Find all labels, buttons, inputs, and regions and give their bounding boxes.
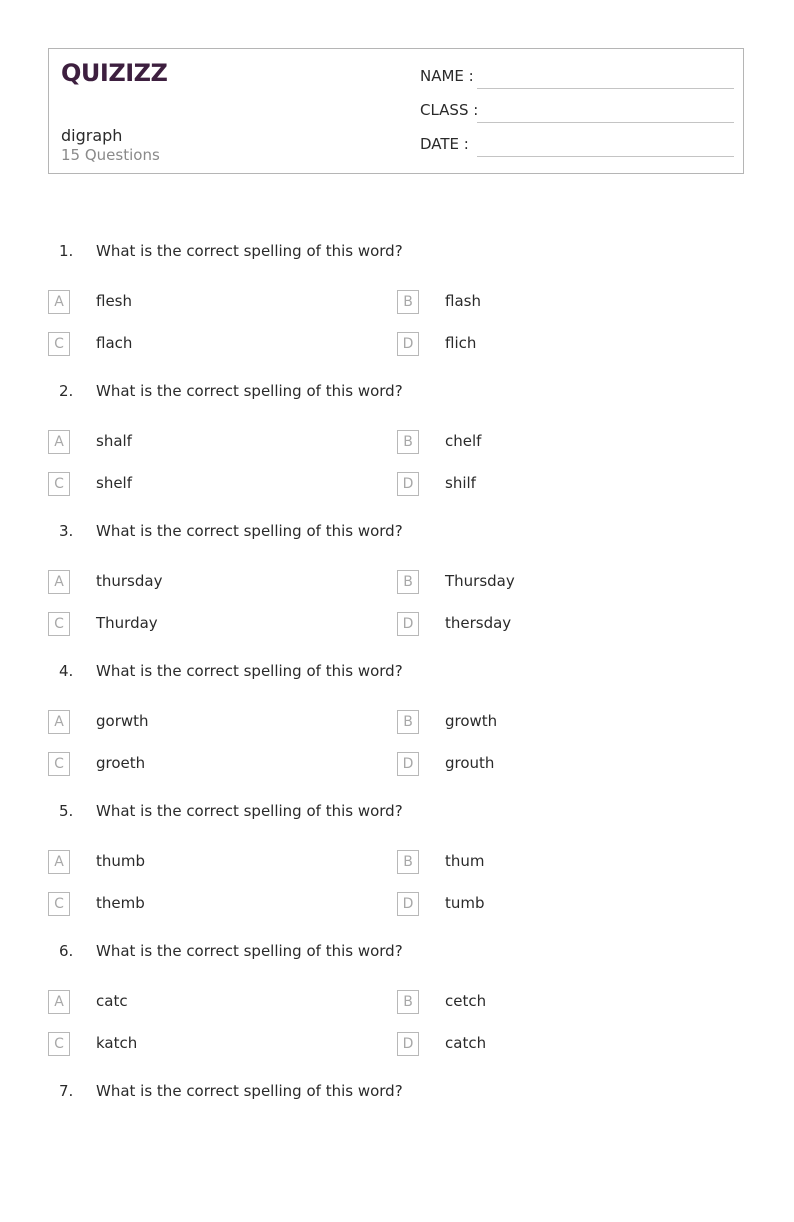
option-letter-box[interactable]: A — [48, 290, 70, 314]
date-field[interactable] — [420, 135, 734, 157]
option-letter-box[interactable]: B — [397, 290, 419, 314]
option-text: catc — [96, 992, 128, 1010]
question-item — [0, 382, 794, 522]
option-text: thursday — [96, 572, 163, 590]
option-text: shilf — [445, 474, 476, 492]
option-letter-box[interactable]: D — [397, 612, 419, 636]
option-letter-box[interactable]: C — [48, 332, 70, 356]
question-number: 7. — [59, 1082, 74, 1100]
option-letter-box[interactable]: C — [48, 612, 70, 636]
option-text: tumb — [445, 894, 485, 912]
option-letter-box[interactable]: D — [397, 332, 419, 356]
option-letter-box[interactable]: A — [48, 990, 70, 1014]
quizizz-logo: QUIZIZZ — [61, 59, 168, 87]
question-text: What is the correct spelling of this word? — [96, 942, 403, 960]
question-item — [0, 1082, 794, 1222]
option-letter-box[interactable]: B — [397, 990, 419, 1014]
option-text: catch — [445, 1034, 487, 1052]
option-letter-box[interactable]: C — [48, 752, 70, 776]
option-text: thumb — [96, 852, 146, 870]
option-text: Thursday — [445, 572, 515, 590]
option-text: groeth — [96, 754, 146, 772]
option-letter-box[interactable]: C — [48, 472, 70, 496]
option-text: gorwth — [96, 712, 149, 730]
option-letter-box[interactable]: A — [48, 850, 70, 874]
question-item — [0, 942, 794, 1082]
option-letter-box[interactable]: D — [397, 1032, 419, 1056]
option-letter-box[interactable]: B — [397, 570, 419, 594]
option-text: grouth — [445, 754, 495, 772]
name-field[interactable] — [420, 67, 734, 89]
question-item — [0, 662, 794, 802]
date-label: DATE : — [420, 135, 469, 153]
option-text: growth — [445, 712, 498, 730]
option-letter-box[interactable]: D — [397, 472, 419, 496]
option-text: shelf — [96, 474, 132, 492]
question-number: 1. — [59, 242, 74, 260]
option-text: cetch — [445, 992, 487, 1010]
question-text: What is the correct spelling of this word? — [96, 802, 403, 820]
option-text: flich — [445, 334, 477, 352]
name-label: NAME : — [420, 67, 474, 85]
worksheet-header — [48, 48, 744, 174]
question-count: 15 Questions — [61, 146, 160, 164]
question-text: What is the correct spelling of this word? — [96, 662, 403, 680]
option-letter-box[interactable]: B — [397, 710, 419, 734]
option-text: themb — [96, 894, 145, 912]
question-number: 4. — [59, 662, 74, 680]
option-text: Thurday — [96, 614, 158, 632]
option-text: thum — [445, 852, 485, 870]
option-letter-box[interactable]: B — [397, 430, 419, 454]
question-number: 2. — [59, 382, 74, 400]
question-item — [0, 522, 794, 662]
question-item — [0, 802, 794, 942]
class-field[interactable] — [420, 101, 734, 123]
option-text: thersday — [445, 614, 512, 632]
option-letter-box[interactable]: C — [48, 1032, 70, 1056]
question-text: What is the correct spelling of this word? — [96, 382, 403, 400]
option-text: flach — [96, 334, 133, 352]
date-line[interactable] — [477, 156, 734, 157]
class-line[interactable] — [477, 122, 734, 123]
option-letter-box[interactable]: A — [48, 430, 70, 454]
question-number: 3. — [59, 522, 74, 540]
question-text: What is the correct spelling of this word? — [96, 242, 403, 260]
option-letter-box[interactable]: B — [397, 850, 419, 874]
question-text: What is the correct spelling of this word? — [96, 1082, 403, 1100]
worksheet-title: digraph — [61, 126, 123, 145]
question-text: What is the correct spelling of this word? — [96, 522, 403, 540]
option-text: shalf — [96, 432, 132, 450]
class-label: CLASS : — [420, 101, 479, 119]
question-item — [0, 242, 794, 382]
option-letter-box[interactable]: D — [397, 892, 419, 916]
name-line[interactable] — [477, 88, 734, 89]
option-text: flash — [445, 292, 481, 310]
option-text: flesh — [96, 292, 132, 310]
question-number: 6. — [59, 942, 74, 960]
option-letter-box[interactable]: C — [48, 892, 70, 916]
option-letter-box[interactable]: A — [48, 570, 70, 594]
option-text: katch — [96, 1034, 138, 1052]
option-letter-box[interactable]: D — [397, 752, 419, 776]
question-number: 5. — [59, 802, 74, 820]
option-text: chelf — [445, 432, 482, 450]
option-letter-box[interactable]: A — [48, 710, 70, 734]
